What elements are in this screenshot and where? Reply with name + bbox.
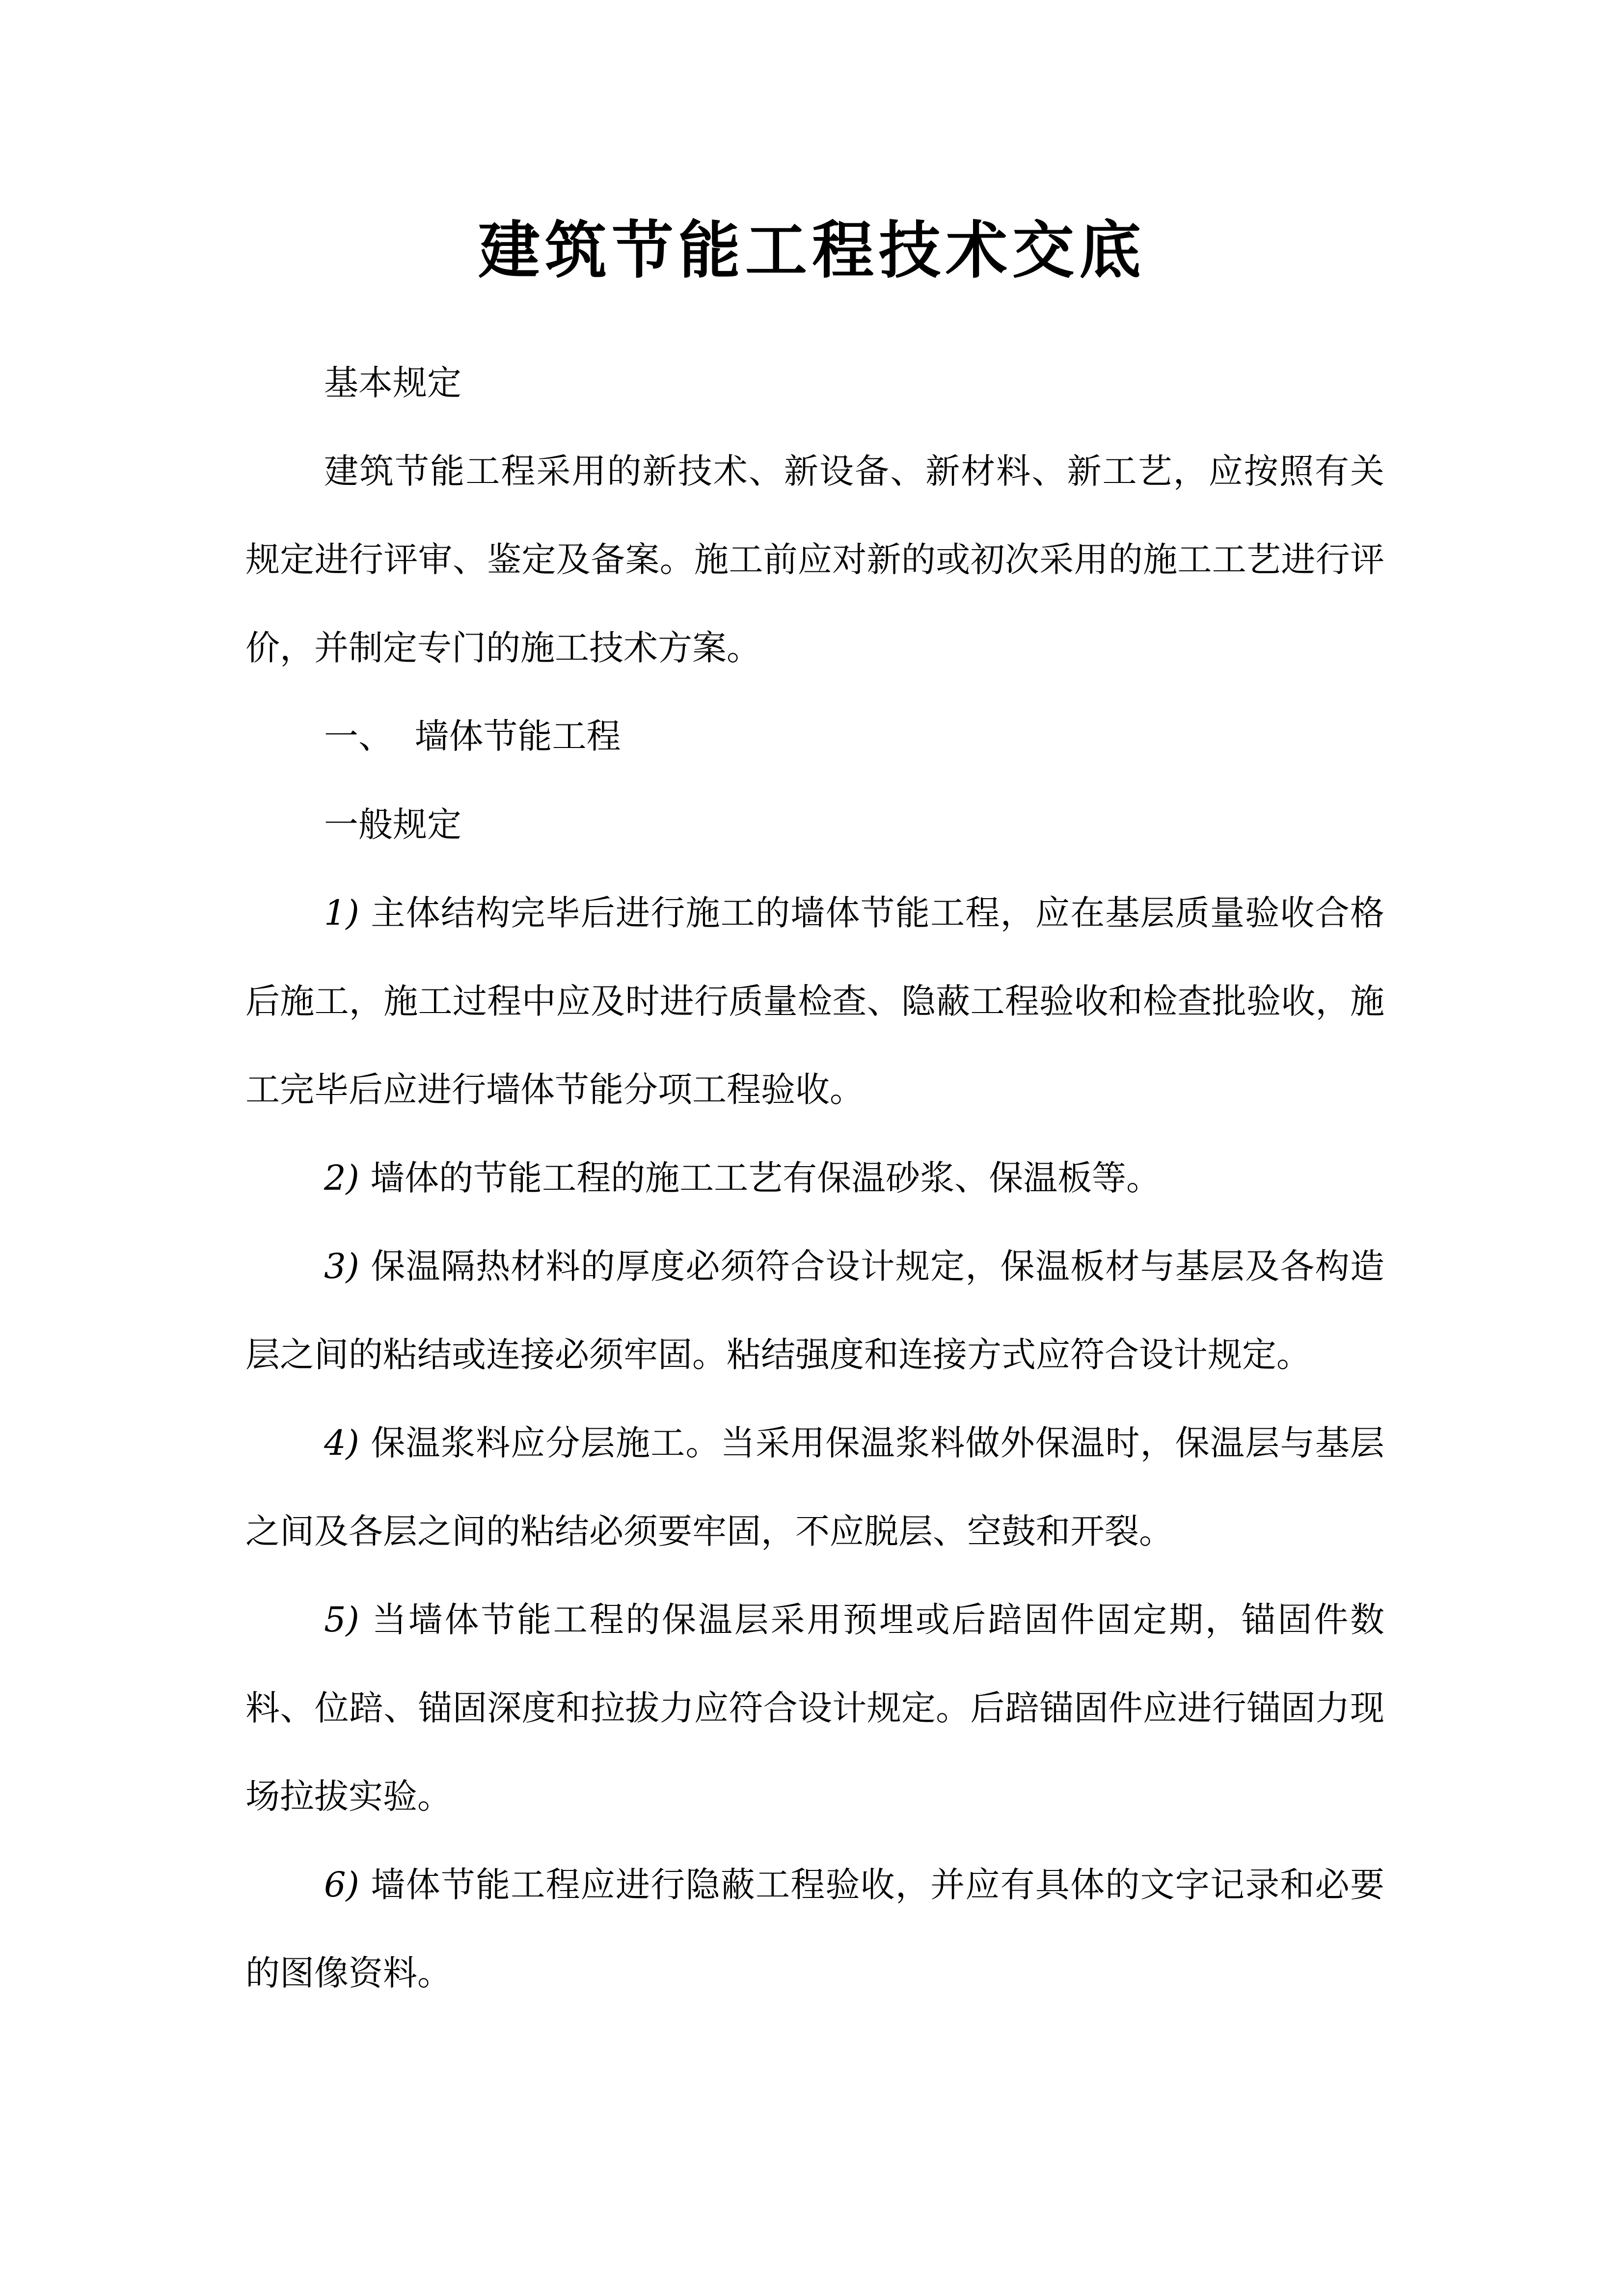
item-number: 3) bbox=[324, 1246, 359, 1286]
list-item bbox=[245, 869, 1384, 1134]
document-title: 建筑节能工程技术交底 bbox=[478, 214, 1146, 287]
list-item bbox=[245, 1222, 1384, 1399]
item-number: 4) bbox=[324, 1423, 359, 1463]
item-text: 主体结构完毕后进行施工的墙体节能工程，应在基层质量验收合格后施工，施工过程中应及时进行质量检查、隐蔽工程验收和检查批验收，施工完毕后应进行墙体节能分项工程验收。 bbox=[245, 893, 1384, 1110]
item-number: 6) bbox=[324, 1865, 359, 1905]
document-body bbox=[245, 339, 1384, 2017]
item-text: 墙体的节能工程的施工工艺有保温砂浆、保温板等。 bbox=[370, 1158, 1161, 1198]
list-item bbox=[245, 1575, 1384, 1841]
list-item bbox=[245, 1841, 1384, 2017]
item-text: 墙体节能工程应进行隐蔽工程验收，并应有具体的文字记录和必要的图像资料。 bbox=[245, 1865, 1384, 1993]
list-item bbox=[245, 1134, 1384, 1222]
item-text: 保温隔热材料的厚度必须符合设计规定，保温板材与基层及各构造层之间的粘结或连接必须牢固。粘结强度和连接方式应符合设计规定。 bbox=[245, 1246, 1384, 1375]
basic-heading: 基本规定 bbox=[324, 363, 461, 403]
general-heading: 一般规定 bbox=[324, 804, 461, 845]
item-number: 1) bbox=[324, 893, 359, 933]
section-heading-wall: 一、 墙体节能工程 bbox=[324, 716, 621, 756]
list-item bbox=[245, 1399, 1384, 1575]
item-text: 当墙体节能工程的保温层采用预埋或后踣固件固定期，锚固件数料、位踣、锚固深度和拉拔力应符合设计规定。后踣锚固件应进行锚固力现场拉拔实验。 bbox=[245, 1600, 1384, 1816]
item-number: 5) bbox=[324, 1600, 359, 1640]
item-number: 2) bbox=[324, 1158, 359, 1198]
basic-paragraph: 建筑节能工程采用的新技术、新设备、新材料、新工艺，应按照有关规定进行评审、鉴定及备案。施工前应对新的或初次采用的施工工艺进行评价，并制定专门的施工技术方案。 bbox=[245, 451, 1384, 668]
item-text: 保温浆料应分层施工。当采用保温浆料做外保温时，保温层与基层之间及各层之间的粘结必须要牢固，不应脱层、空鼓和开裂。 bbox=[245, 1423, 1384, 1551]
